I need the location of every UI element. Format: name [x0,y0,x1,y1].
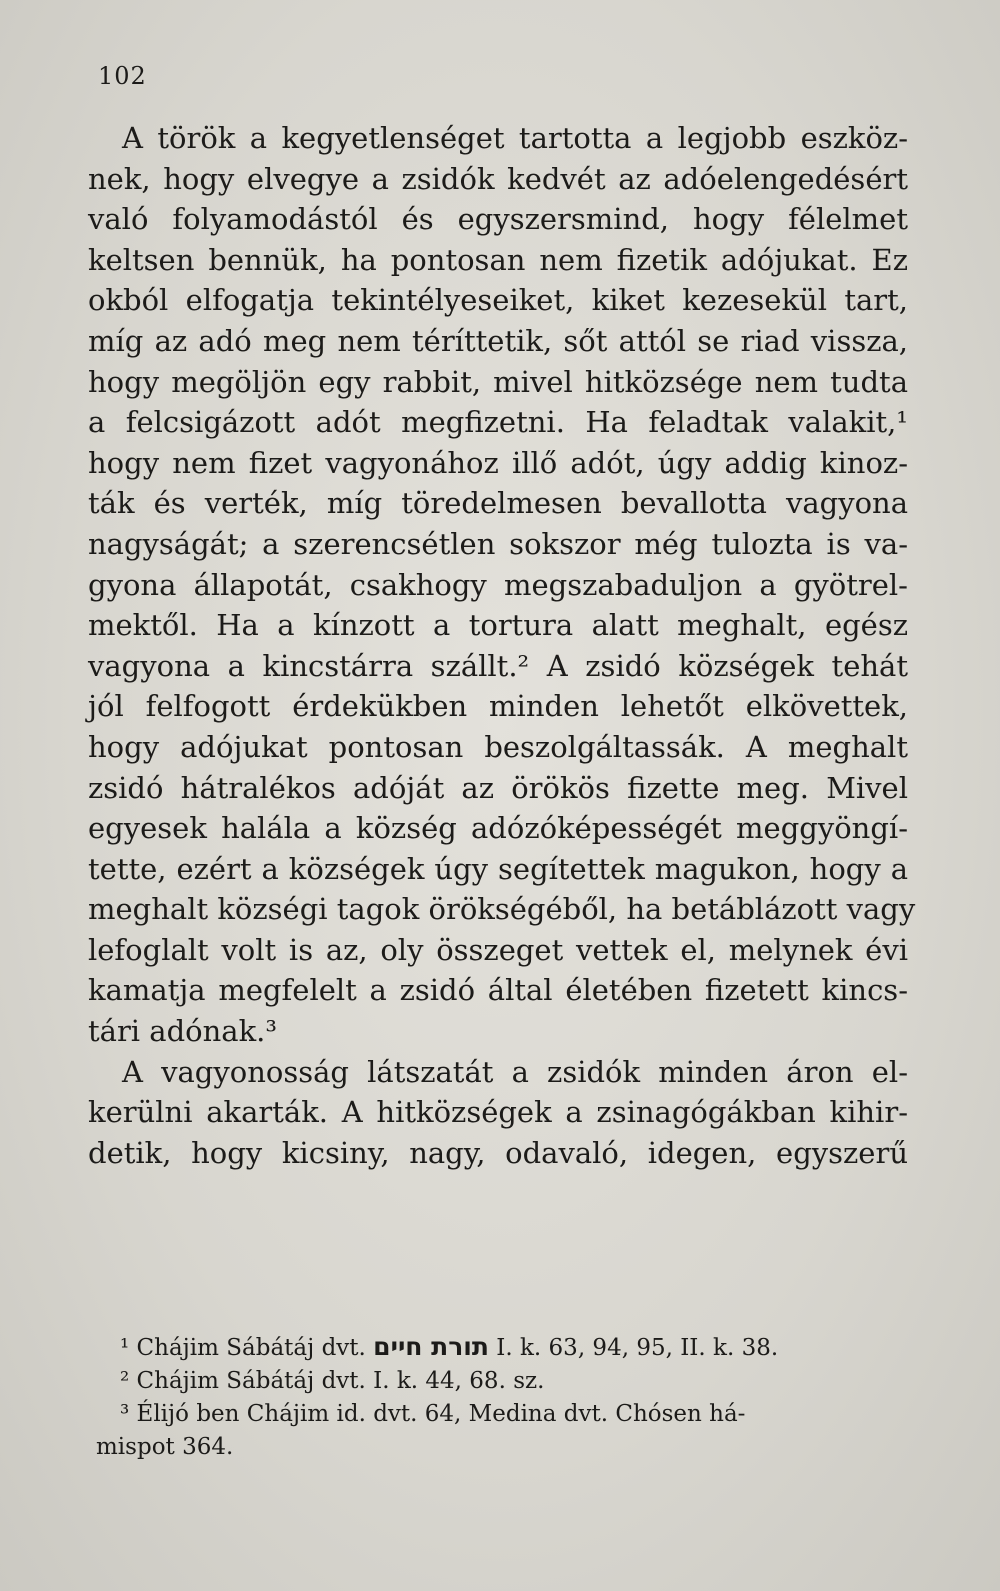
footnote-3: ³ Élijó ben Chájim id. dvt. 64, Medina dvt. Chósen há- [120,1401,746,1427]
footnote-3-continuation: mispot 364. [96,1434,234,1460]
text-line: okból elfogatja tekintélyeseiket, kiket kezesekül tart, [88,283,908,318]
body-text [88,118,916,1173]
text-line: keltsen bennük, ha pontosan nem fizetik adójukat. Ez [88,242,908,277]
text-line: ták és verték, míg töredelmesen bevallotta vagyona [88,486,908,521]
text-line: hogy adójukat pontosan beszolgáltassák. A meghalt [88,729,908,764]
text-line: való folyamodástól és egyszersmind, hogy félelmet [88,202,908,237]
text-line: zsidó hátralékos adóját az örökös fizette meg. Mivel [88,770,908,805]
text-line: kamatja megfelelt a zsidó által életében fizetett kincs- [88,973,908,1008]
footnote-1 [96,1330,908,1365]
text-line: nek, hogy elvegye a zsidók kedvét az adóelengedésért [88,161,908,196]
text-line: A török a kegyetlenséget tartotta a legjobb eszköz- [122,121,908,155]
text-line: míg az adó meg nem téríttetik, sőt attól se riad vissza, [88,323,908,358]
text-line: lefoglalt volt is az, oly összeget vettek el, melynek évi [88,932,908,967]
footnote-1-source: Chájim Sábátáj dvt. [136,1335,366,1361]
text-line: mektől. Ha a kínzott a tortura alatt meghalt, egész [88,608,908,643]
footnote-marker: ¹ [120,1335,130,1361]
text-line: kerülni akarták. A hitközségek a zsinagógákban kihir- [88,1095,908,1130]
footnote-2: ² Chájim Sábátáj dvt. I. k. 44, 68. sz. [120,1368,545,1394]
text-line: vagyona a kincstárra szállt.² A zsidó községek tehát [88,648,908,683]
footnotes [96,1330,908,1464]
hebrew-title: תורת חיים [373,1332,489,1361]
footnote-1-pages: I. k. 63, 94, 95, II. k. 38. [496,1335,779,1361]
text-line: A vagyonosság látszatát a zsidók minden áron el- [122,1054,908,1089]
text-line: a felcsigázott adót megfizetni. Ha feladtak valakit,¹ [88,405,908,440]
text-line: gyona állapotát, csakhogy megszabaduljon a gyötrel- [88,567,908,602]
text-line: hogy nem fizet vagyonához illő adót, úgy addig kinoz- [88,445,908,480]
text-line: tári adónak.³ [88,1014,277,1049]
text-line: nagyságát; a szerencsétlen sokszor még tulozta is va- [88,526,908,561]
text-line: meghalt községi tagok örökségéből, ha betáblázott vagy [88,892,916,927]
page-number: 102 [98,62,147,90]
paragraph-2 [88,1052,908,1174]
text-line: egyesek halála a község adózóképességét meggyöngí- [88,811,908,846]
text-line: detik, hogy kicsiny, nagy, odavaló, idegen, egyszerű [88,1135,908,1170]
paragraph-1 [88,118,916,1052]
text-line: hogy megöljön egy rabbit, mivel hitközsége nem tudta [88,364,908,399]
text-line: tette, ezért a községek úgy segítettek magukon, hogy a [88,851,908,886]
text-line: jól felfogott érdekükben minden lehetőt elkövettek, [88,689,908,724]
